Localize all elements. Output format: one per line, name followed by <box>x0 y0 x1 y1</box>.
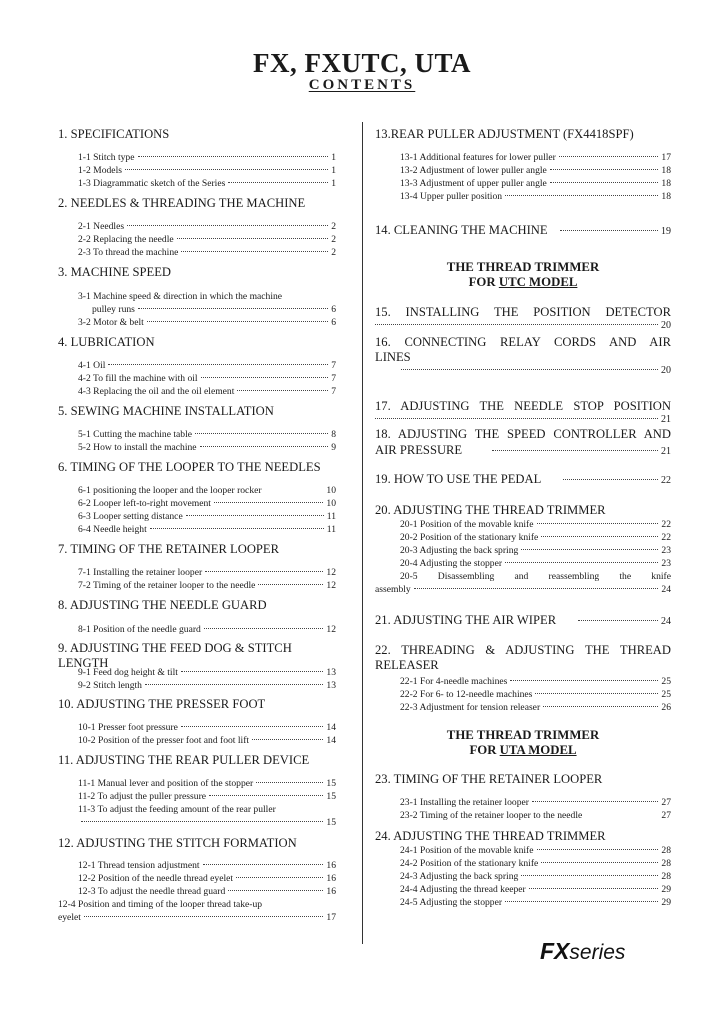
page-subtitle: CONTENTS <box>308 77 416 93</box>
toc-entry[interactable]: 7-1 Installing the retainer looper 12 <box>78 567 336 578</box>
toc-entry[interactable]: 1-2 Models 1 <box>78 165 336 176</box>
toc-entry-line1[interactable]: 3-1 Machine speed & direction in which the machine <box>78 291 283 302</box>
toc-entry[interactable]: 2-1 Needles 2 <box>78 221 336 232</box>
toc-entry[interactable]: 5-1 Cutting the machine table 8 <box>78 429 336 440</box>
toc-entry[interactable]: 10-2 Position of the presser foot and foot lift 14 <box>78 735 336 746</box>
section-items <box>78 623 336 636</box>
toc-entry[interactable]: 24-2 Position of the stationary knife 28 <box>400 858 671 869</box>
section-items <box>400 151 671 203</box>
toc-entry[interactable]: 13-3 Adjustment of upper puller angle 18 <box>400 178 671 189</box>
contents-left-column <box>58 127 336 927</box>
section-title: 12. ADJUSTING THE STITCH FORMATION <box>58 836 297 850</box>
toc-entry-line1[interactable]: 12-4 Position and timing of the looper thread take-up <box>58 899 263 910</box>
section-title-cont: LINES <box>375 350 411 364</box>
section-items <box>78 666 336 692</box>
toc-entry[interactable]: 15 <box>78 816 336 829</box>
section-title: 20. ADJUSTING THE THREAD TRIMMER <box>375 503 606 517</box>
toc-entry[interactable]: 13-1 Additional features for lower puller 17 <box>400 152 671 163</box>
section-items <box>78 220 336 259</box>
section-items <box>375 518 671 596</box>
toc-entry[interactable]: 24-1 Position of the movable knife 28 <box>400 845 671 856</box>
toc-entry[interactable]: 19. HOW TO USE THE PEDAL 22 <box>375 472 671 486</box>
toc-entry[interactable]: 10-1 Presser foot pressure 14 <box>78 722 336 733</box>
toc-entry[interactable]: 4-3 Replacing the oil and the oil element 7 <box>78 386 336 397</box>
toc-entry[interactable]: 21. ADJUSTING THE AIR WIPER 24 <box>375 613 671 627</box>
section-items <box>400 796 671 822</box>
toc-entry[interactable]: 24-5 Adjusting the stopper 29 <box>400 897 671 908</box>
toc-entry[interactable]: 6-2 Looper left-to-right movement 10 <box>78 498 336 509</box>
section-title: 9. ADJUSTING THE FEED DOG & STITCH LENGTH <box>58 641 292 670</box>
section-title: 22. THREADING & ADJUSTING THE THREAD <box>375 643 671 657</box>
toc-entry[interactable]: 22-2 For 6- to 12-needle machines 25 <box>400 689 671 700</box>
toc-entry[interactable]: 6-1 positioning the looper and the looper rocker 10 <box>78 485 336 496</box>
toc-entry[interactable]: 14. CLEANING THE MACHINE 19 <box>375 223 671 237</box>
section-items <box>78 428 336 454</box>
toc-entry[interactable]: 12-2 Position of the needle thread eyelet 16 <box>78 873 336 884</box>
toc-entry[interactable]: assembly 24 <box>375 584 671 595</box>
toc-entry[interactable]: 24-3 Adjusting the back spring 28 <box>400 871 671 882</box>
toc-entry[interactable]: 20 <box>401 365 671 376</box>
toc-entry[interactable]: 12-3 To adjust the needle thread guard 16 <box>78 886 336 897</box>
section-items <box>78 721 336 747</box>
section-items <box>78 484 336 536</box>
toc-entry[interactable]: 3-2 Motor & belt 6 <box>78 317 336 328</box>
toc-entry[interactable]: 23-2 Timing of the retainer looper to the needle 27 <box>400 810 671 821</box>
toc-entry[interactable]: 20-1 Position of the movable knife 22 <box>400 519 671 530</box>
toc-entry[interactable]: 2-3 To thread the machine 2 <box>78 247 336 258</box>
toc-entry[interactable]: 11-1 Manual lever and position of the stopper 15 <box>78 778 336 789</box>
toc-entry[interactable]: 9-2 Stitch length 13 <box>78 680 336 691</box>
toc-entry[interactable]: 21 <box>375 414 671 425</box>
section-title: 17. ADJUSTING THE NEEDLE STOP POSITION <box>375 399 671 413</box>
section-items <box>78 151 336 190</box>
section-title: 1. SPECIFICATIONS <box>58 127 170 141</box>
toc-entry[interactable]: 4-2 To fill the machine with oil 7 <box>78 373 336 384</box>
toc-entry[interactable]: 20-4 Adjusting the stopper 23 <box>400 558 671 569</box>
section-title: 3. MACHINE SPEED <box>58 265 171 279</box>
toc-entry[interactable]: 6-3 Looper setting distance 11 <box>78 511 336 522</box>
section-items <box>58 859 336 924</box>
toc-entry[interactable]: 11-2 To adjust the puller pressure 15 <box>78 791 336 802</box>
toc-entry-line1[interactable]: 11-3 To adjust the feeding amount of the rear puller <box>78 804 276 815</box>
toc-entry[interactable]: 22-1 For 4-needle machines 25 <box>400 676 671 687</box>
toc-entry[interactable]: 13-2 Adjustment of lower puller angle 18 <box>400 165 671 176</box>
section-items <box>78 566 336 592</box>
section-title: 18. ADJUSTING THE SPEED CONTROLLER AND <box>375 427 671 441</box>
toc-entry[interactable]: 4-1 Oil 7 <box>78 360 336 371</box>
section-title: 16. CONNECTING RELAY CORDS AND AIR <box>375 335 671 349</box>
section-title: 7. TIMING OF THE RETAINER LOOPER <box>58 542 280 556</box>
column-divider <box>362 122 363 944</box>
section-items <box>78 290 336 329</box>
toc-entry[interactable]: 20-2 Position of the stationary knife 22 <box>400 532 671 543</box>
toc-entry[interactable]: 23-1 Installing the retainer looper 27 <box>400 797 671 808</box>
section-title: 10. ADJUSTING THE PRESSER FOOT <box>58 697 266 711</box>
toc-entry[interactable]: eyelet 17 <box>58 912 336 923</box>
section-title: 23. TIMING OF THE RETAINER LOOPER <box>375 772 603 786</box>
section-title-cont: RELEASER <box>375 658 439 672</box>
section-title: 24. ADJUSTING THE THREAD TRIMMER <box>375 829 606 843</box>
section-items <box>78 777 336 829</box>
section-title: 13.REAR PULLER ADJUSTMENT (FX4418SPF) <box>375 127 634 141</box>
toc-entry[interactable]: 8-1 Position of the needle guard 12 <box>78 624 336 635</box>
toc-entry[interactable]: pulley runs 6 <box>92 304 336 315</box>
section-title: 11. ADJUSTING THE REAR PULLER DEVICE <box>58 753 310 767</box>
section-title: 6. TIMING OF THE LOOPER TO THE NEEDLES <box>58 460 321 474</box>
toc-entry[interactable]: 1-1 Stitch type 1 <box>78 152 336 163</box>
section-title: 4. LUBRICATION <box>58 335 155 349</box>
section-items <box>400 844 671 909</box>
toc-entry[interactable]: 5-2 How to install the machine 9 <box>78 442 336 453</box>
toc-entry[interactable]: 22-3 Adjustment for tension releaser 26 <box>400 702 671 713</box>
page-title: FX, FXUTC, UTA <box>253 48 471 78</box>
section-items <box>400 675 671 714</box>
toc-entry[interactable]: 20 <box>375 320 671 331</box>
toc-entry[interactable]: AIR PRESSURE 21 <box>375 443 671 457</box>
utc-model-heading: THE THREAD TRIMMER FOR UTC MODEL <box>446 260 600 289</box>
contents-right-column <box>375 127 671 927</box>
section-title: 8. ADJUSTING THE NEEDLE GUARD <box>58 598 267 612</box>
toc-entry-line1[interactable]: 20-5 Disassembling and reassembling the knife <box>400 571 671 582</box>
fx-series-logo: FXseries <box>540 938 626 964</box>
section-items <box>78 359 336 398</box>
toc-entry[interactable]: 1-3 Diagrammatic sketch of the Series 1 <box>78 178 336 189</box>
toc-entry[interactable]: 9-1 Feed dog height & tilt 13 <box>78 667 336 678</box>
section-title: 15. INSTALLING THE POSITION DETECTOR <box>375 305 671 319</box>
toc-entry[interactable]: 6-4 Needle height 11 <box>78 524 336 535</box>
toc-entry[interactable]: 20-3 Adjusting the back spring 23 <box>400 545 671 556</box>
toc-entry[interactable]: 7-2 Timing of the retainer looper to the needle 12 <box>78 580 336 591</box>
uta-model-heading: THE THREAD TRIMMER FOR UTA MODEL <box>446 728 600 757</box>
section-title: 2. NEEDLES & THREADING THE MACHINE <box>58 196 306 210</box>
toc-entry[interactable]: 12-1 Thread tension adjustment 16 <box>78 860 336 871</box>
toc-entry[interactable]: 2-2 Replacing the needle 2 <box>78 234 336 245</box>
toc-entry[interactable]: 13-4 Upper puller position 18 <box>400 191 671 202</box>
section-title: 5. SEWING MACHINE INSTALLATION <box>58 404 274 418</box>
toc-entry[interactable]: 24-4 Adjusting the thread keeper 29 <box>400 884 671 895</box>
